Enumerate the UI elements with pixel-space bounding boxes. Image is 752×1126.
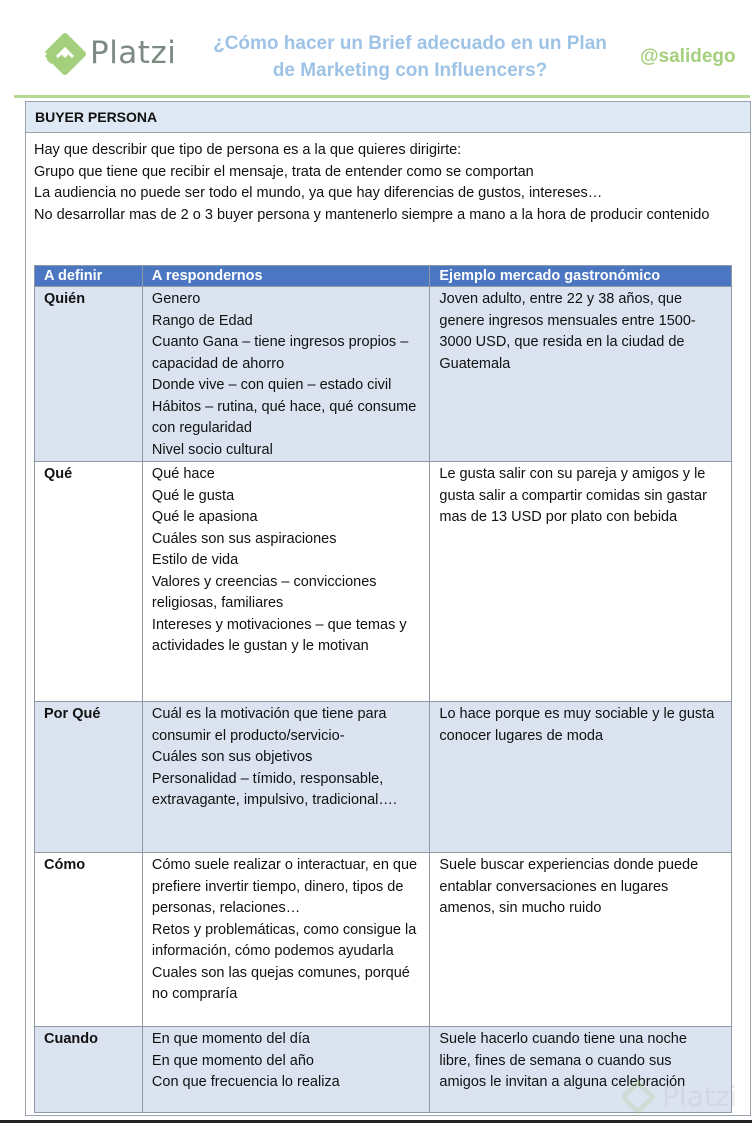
answer-item: Donde vive – con quien – estado civil [151, 377, 392, 393]
answer-item: Intereses y motivaciones – que temas y actividades le gustan y le motivan [151, 616, 407, 654]
section-title: BUYER PERSONA [35, 109, 158, 125]
answer-item: Retos y problemáticas, como consigue la información, cómo podemos ayudarla [151, 921, 417, 959]
platzi-logo [44, 33, 194, 77]
table-row-quien [35, 287, 732, 462]
row-example: Suele hacerlo cuando tiene una noche libre, fines de semana o cuando sus amigos le invitan a alguna celebración [430, 1027, 732, 1113]
row-label: Quién [35, 287, 143, 462]
answer-item: Cuáles son sus objetivos [151, 749, 313, 765]
row-label: Por Qué [35, 702, 143, 853]
row-label: Qué [35, 462, 143, 702]
persona-table [34, 265, 732, 1113]
platzi-logo-icon [44, 33, 86, 77]
answer-item: En que momento del año [151, 1052, 314, 1069]
answer-item: Hábitos – rutina, qué hace, qué consume con regularidad [151, 398, 417, 436]
row-answers [142, 287, 429, 462]
row-example: Le gusta salir con su pareja y amigos y le gusta salir a compartir comidas sin gastar mas de 13 USD por plato con bebida [430, 462, 732, 702]
author-handle: @salidego [640, 46, 736, 67]
row-example: Lo hace porque es muy sociable y le gusta conocer lugares de moda [430, 702, 732, 853]
table-header-row [35, 266, 732, 287]
answer-item: Cuál es la motivación que tiene para consumir el producto/servicio- [151, 706, 387, 744]
answer-item: Nivel socio cultural [151, 441, 273, 458]
table-row-por-que [35, 702, 732, 853]
row-label: Cuando [35, 1027, 143, 1113]
row-answers [142, 1027, 429, 1113]
platzi-watermark-icon [620, 1080, 656, 1116]
answer-item: Valores y creencias – convicciones religiosas, familiares [151, 573, 377, 611]
table-row-que [35, 462, 732, 702]
intro-line: Hay que describir que tipo de persona es a la que quieres dirigirte: [34, 142, 462, 158]
col-header-example: Ejemplo mercado gastronómico [430, 266, 732, 287]
row-answers [142, 462, 429, 702]
page-title [200, 30, 620, 84]
intro-line: No desarrollar mas de 2 o 3 buyer persona y mantenerlo siempre a mano a la hora de producir contenido [34, 206, 710, 223]
answer-item: Con que frecuencia lo realiza [151, 1074, 340, 1090]
answer-item: Cuales son las quejas comunes, porqué no compraría [151, 964, 410, 1002]
col-header-define: A definir [35, 266, 143, 287]
answer-item: Qué le gusta [151, 487, 235, 504]
answer-item: Qué hace [151, 466, 215, 482]
row-answers [142, 702, 429, 853]
header-divider [14, 95, 750, 98]
page-header [0, 0, 752, 100]
buyer-persona-document [25, 101, 751, 1116]
answer-item: Personalidad – tímido, responsable, extravagante, impulsivo, tradicional…. [151, 770, 397, 808]
answer-item: Rango de Edad [151, 312, 253, 329]
answer-item: Cómo suele realizar o interactuar, en que prefiere invertir tiempo, dinero, tipos de personas, relaciones… [151, 857, 418, 916]
intro-line: Grupo que tiene que recibir el mensaje, trata de entender como se comportan [34, 163, 534, 180]
row-example: Suele buscar experiencias donde puede entablar conversaciones en lugares amenos, sin mucho ruido [430, 853, 732, 1027]
watermark-text: Platzi [662, 1080, 738, 1113]
bottom-divider [0, 1120, 752, 1123]
intro-line: La audiencia no puede ser todo el mundo, ya que hay diferencias de gustos, intereses… [34, 185, 603, 201]
intro-text [34, 140, 744, 226]
row-example: Joven adulto, entre 22 y 38 años, que genere ingresos mensuales entre 1500-3000 USD, que resida en la ciudad de Guatemala [430, 287, 732, 462]
answer-item: En que momento del día [151, 1031, 310, 1047]
row-answers [142, 853, 429, 1027]
logo-text: Platzi [90, 35, 177, 71]
table-row-como [35, 853, 732, 1027]
title-line-1: ¿Cómo hacer un Brief adecuado en un Plan [213, 33, 607, 54]
section-header [26, 102, 750, 133]
answer-item: Genero [151, 291, 201, 307]
row-label: Cómo [35, 853, 143, 1027]
answer-item: Qué le apasiona [151, 509, 258, 525]
answer-item: Estilo de vida [151, 552, 239, 568]
title-line-2: de Marketing con Influencers? [272, 60, 548, 81]
platzi-watermark [620, 1078, 750, 1118]
col-header-answer: A respondernos [142, 266, 429, 287]
answer-item: Cuáles son sus aspiraciones [151, 530, 337, 547]
answer-item: Cuanto Gana – tiene ingresos propios – capacidad de ahorro [151, 334, 409, 372]
